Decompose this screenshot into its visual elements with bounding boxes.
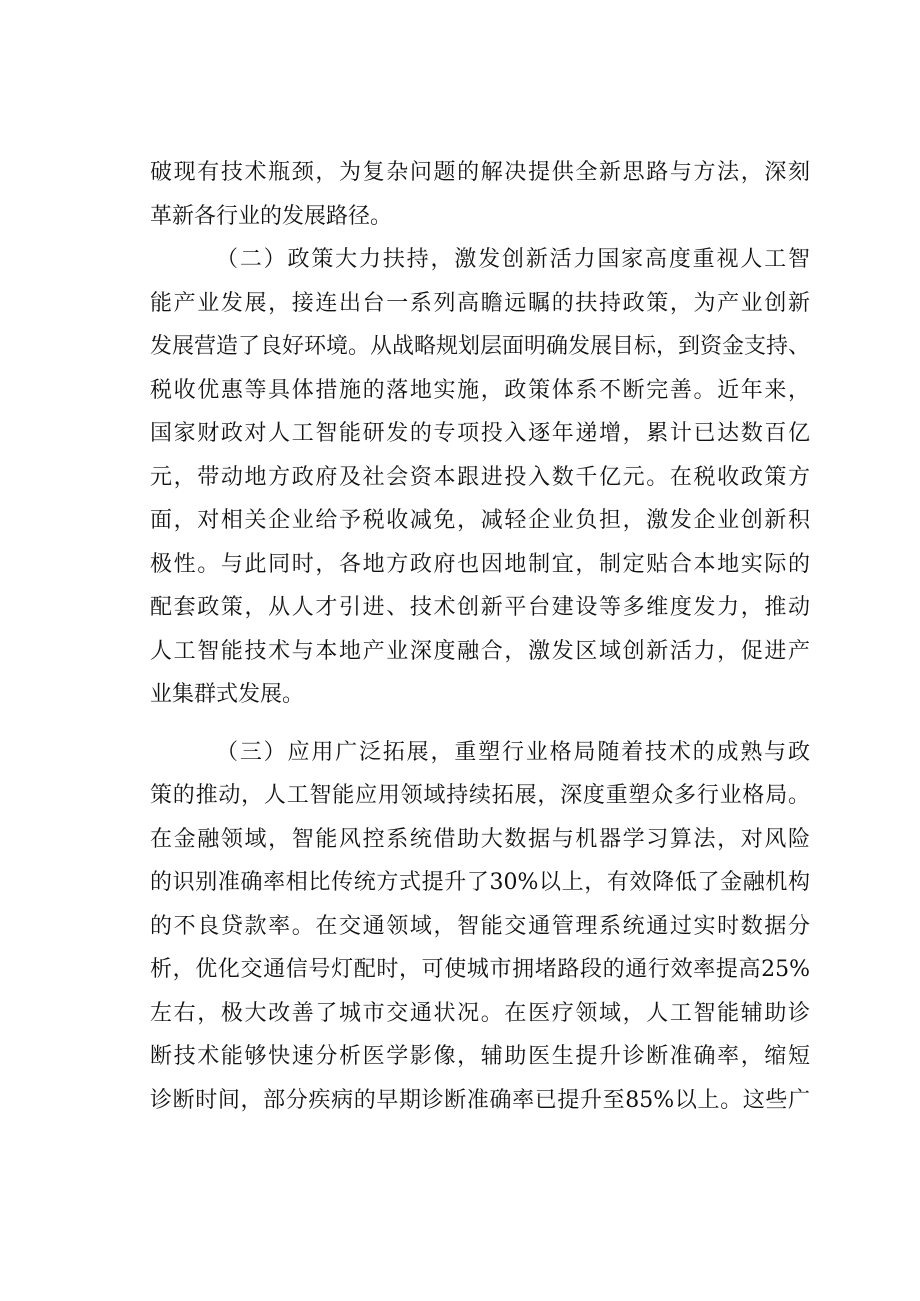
text-line: 断技术能够快速分析医学影像，辅助医生提升诊断准确率，缩短 bbox=[150, 1044, 810, 1069]
text-line: 破现有技术瓶颈，为复杂问题的解决提供全新思路与方法，深刻 bbox=[150, 160, 810, 185]
body-text bbox=[150, 151, 810, 1122]
section-heading-line: （二）政策大力扶持，激发创新活力国家高度重视人工智 bbox=[216, 247, 810, 272]
text-line: 税收优惠等具体措施的落地实施，政策体系不断完善。近年来， bbox=[150, 377, 810, 403]
text-line: 能产业发展，接连出台一系列高瞻远瞩的扶持政策，为产业创新 bbox=[150, 290, 810, 316]
text-line: 业集群式发展。 bbox=[150, 682, 305, 707]
text-line: 在金融领域，智能风控系统借助大数据与机器学习算法，对风险 bbox=[150, 826, 810, 852]
text-line: 极性。与此同时，各地方政府也因地制宜，制定贴合本地实际的 bbox=[150, 551, 810, 577]
text-line: 左右，极大改善了城市交通状况。在医疗领域，人工智能辅助诊 bbox=[150, 1000, 810, 1026]
text-line: 发展营造了良好环境。从战略规划层面明确发展目标，到资金支持、 bbox=[150, 334, 811, 359]
text-line: 人工智能技术与本地产业深度融合，激发区域创新活力，促进产 bbox=[150, 638, 810, 664]
text-line: 革新各行业的发展路径。 bbox=[150, 203, 393, 229]
text-line: 元，带动地方政府及社会资本跟进投入数千亿元。在税收政策方 bbox=[150, 464, 810, 490]
text-line: 国家财政对人工智能研发的专项投入逐年递增，累计已达数百亿 bbox=[150, 421, 810, 446]
text-line: 诊断时间，部分疾病的早期诊断准确率已提升至85%以上。这些广 bbox=[150, 1087, 810, 1113]
text-line: 的不良贷款率。在交通领域，智能交通管理系统通过实时数据分 bbox=[150, 913, 810, 939]
text-line: 面，对相关企业给予税收减免，减轻企业负担，激发企业创新积 bbox=[150, 508, 810, 533]
text-line: 配套政策，从人才引进、技术创新平台建设等多维度发力，推动 bbox=[150, 595, 810, 620]
section-heading-line: （三）应用广泛拓展，重塑行业格局随着技术的成熟与政 bbox=[216, 739, 810, 765]
text-line: 的识别准确率相比传统方式提升了30%以上，有效降低了金融机构 bbox=[150, 870, 810, 895]
text-line: 析，优化交通信号灯配时，可使城市拥堵路段的通行效率提高25% bbox=[150, 957, 810, 982]
text-line: 策的推动，人工智能应用领域持续拓展，深度重塑众多行业格局。 bbox=[150, 783, 810, 808]
